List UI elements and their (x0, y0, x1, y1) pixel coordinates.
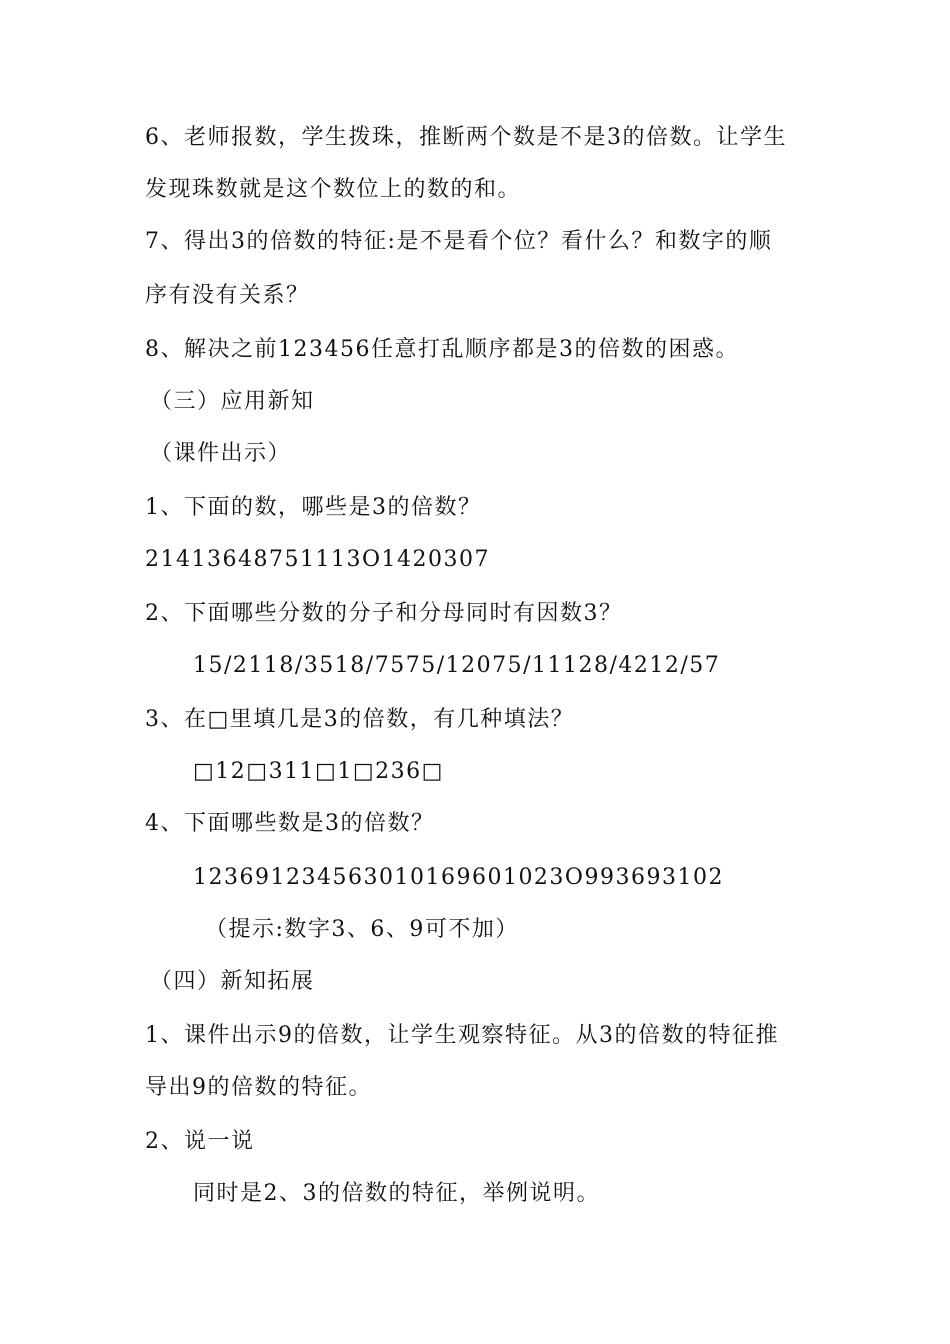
extension-1-line1: 1、课件出示9的倍数，让学生观察特征。从3的倍数的特征推 (145, 1023, 779, 1048)
extension-2-text: 同时是2、3的倍数的特征，举例说明。 (193, 1181, 600, 1206)
paragraph-6-line1: 6、老师报数，学生拨珠，推断两个数是不是3的倍数。让学生 (145, 125, 787, 150)
exercise-4-question: 4、下面哪些数是3的倍数？ (145, 811, 435, 836)
exercise-2-question: 2、下面哪些分数的分子和分母同时有因数3？ (145, 601, 623, 626)
extension-2-title: 2、说一说 (145, 1129, 255, 1154)
section-heading-4: （四）新知拓展 (150, 969, 315, 994)
paragraph-6-line2: 发现珠数就是这个数位上的数的和。 (145, 177, 522, 202)
exercise-3-blanks: □12□311□1□236□ (193, 759, 444, 784)
courseware-note: （课件出示） (150, 441, 292, 466)
exercise-3-question: 3、在□里填几是3的倍数，有几种填法？ (145, 707, 575, 732)
section-heading-3: （三）应用新知 (150, 389, 315, 414)
extension-1-line2: 导出9的倍数的特征。 (145, 1075, 372, 1100)
paragraph-8: 8、解决之前123456任意打乱顺序都是3的倍数的困惑。 (145, 337, 739, 362)
exercise-1-question: 1、下面的数，哪些是3的倍数？ (145, 495, 482, 520)
paragraph-7-line2: 序有没有关系？ (145, 283, 310, 308)
exercise-2-fractions: 15/2118/3518/7575/12075/11128/4212/57 (193, 653, 721, 678)
exercise-4-numbers: 123691234563010169601023O993693102 (193, 865, 724, 890)
exercise-4-hint: （提示:数字3、6、9可不加） (205, 917, 519, 942)
exercise-1-numbers: 21413648751113O1420307 (145, 547, 490, 572)
paragraph-7-line1: 7、得出3的倍数的特征:是不是看个位？看什么？和数字的顺 (145, 229, 773, 254)
